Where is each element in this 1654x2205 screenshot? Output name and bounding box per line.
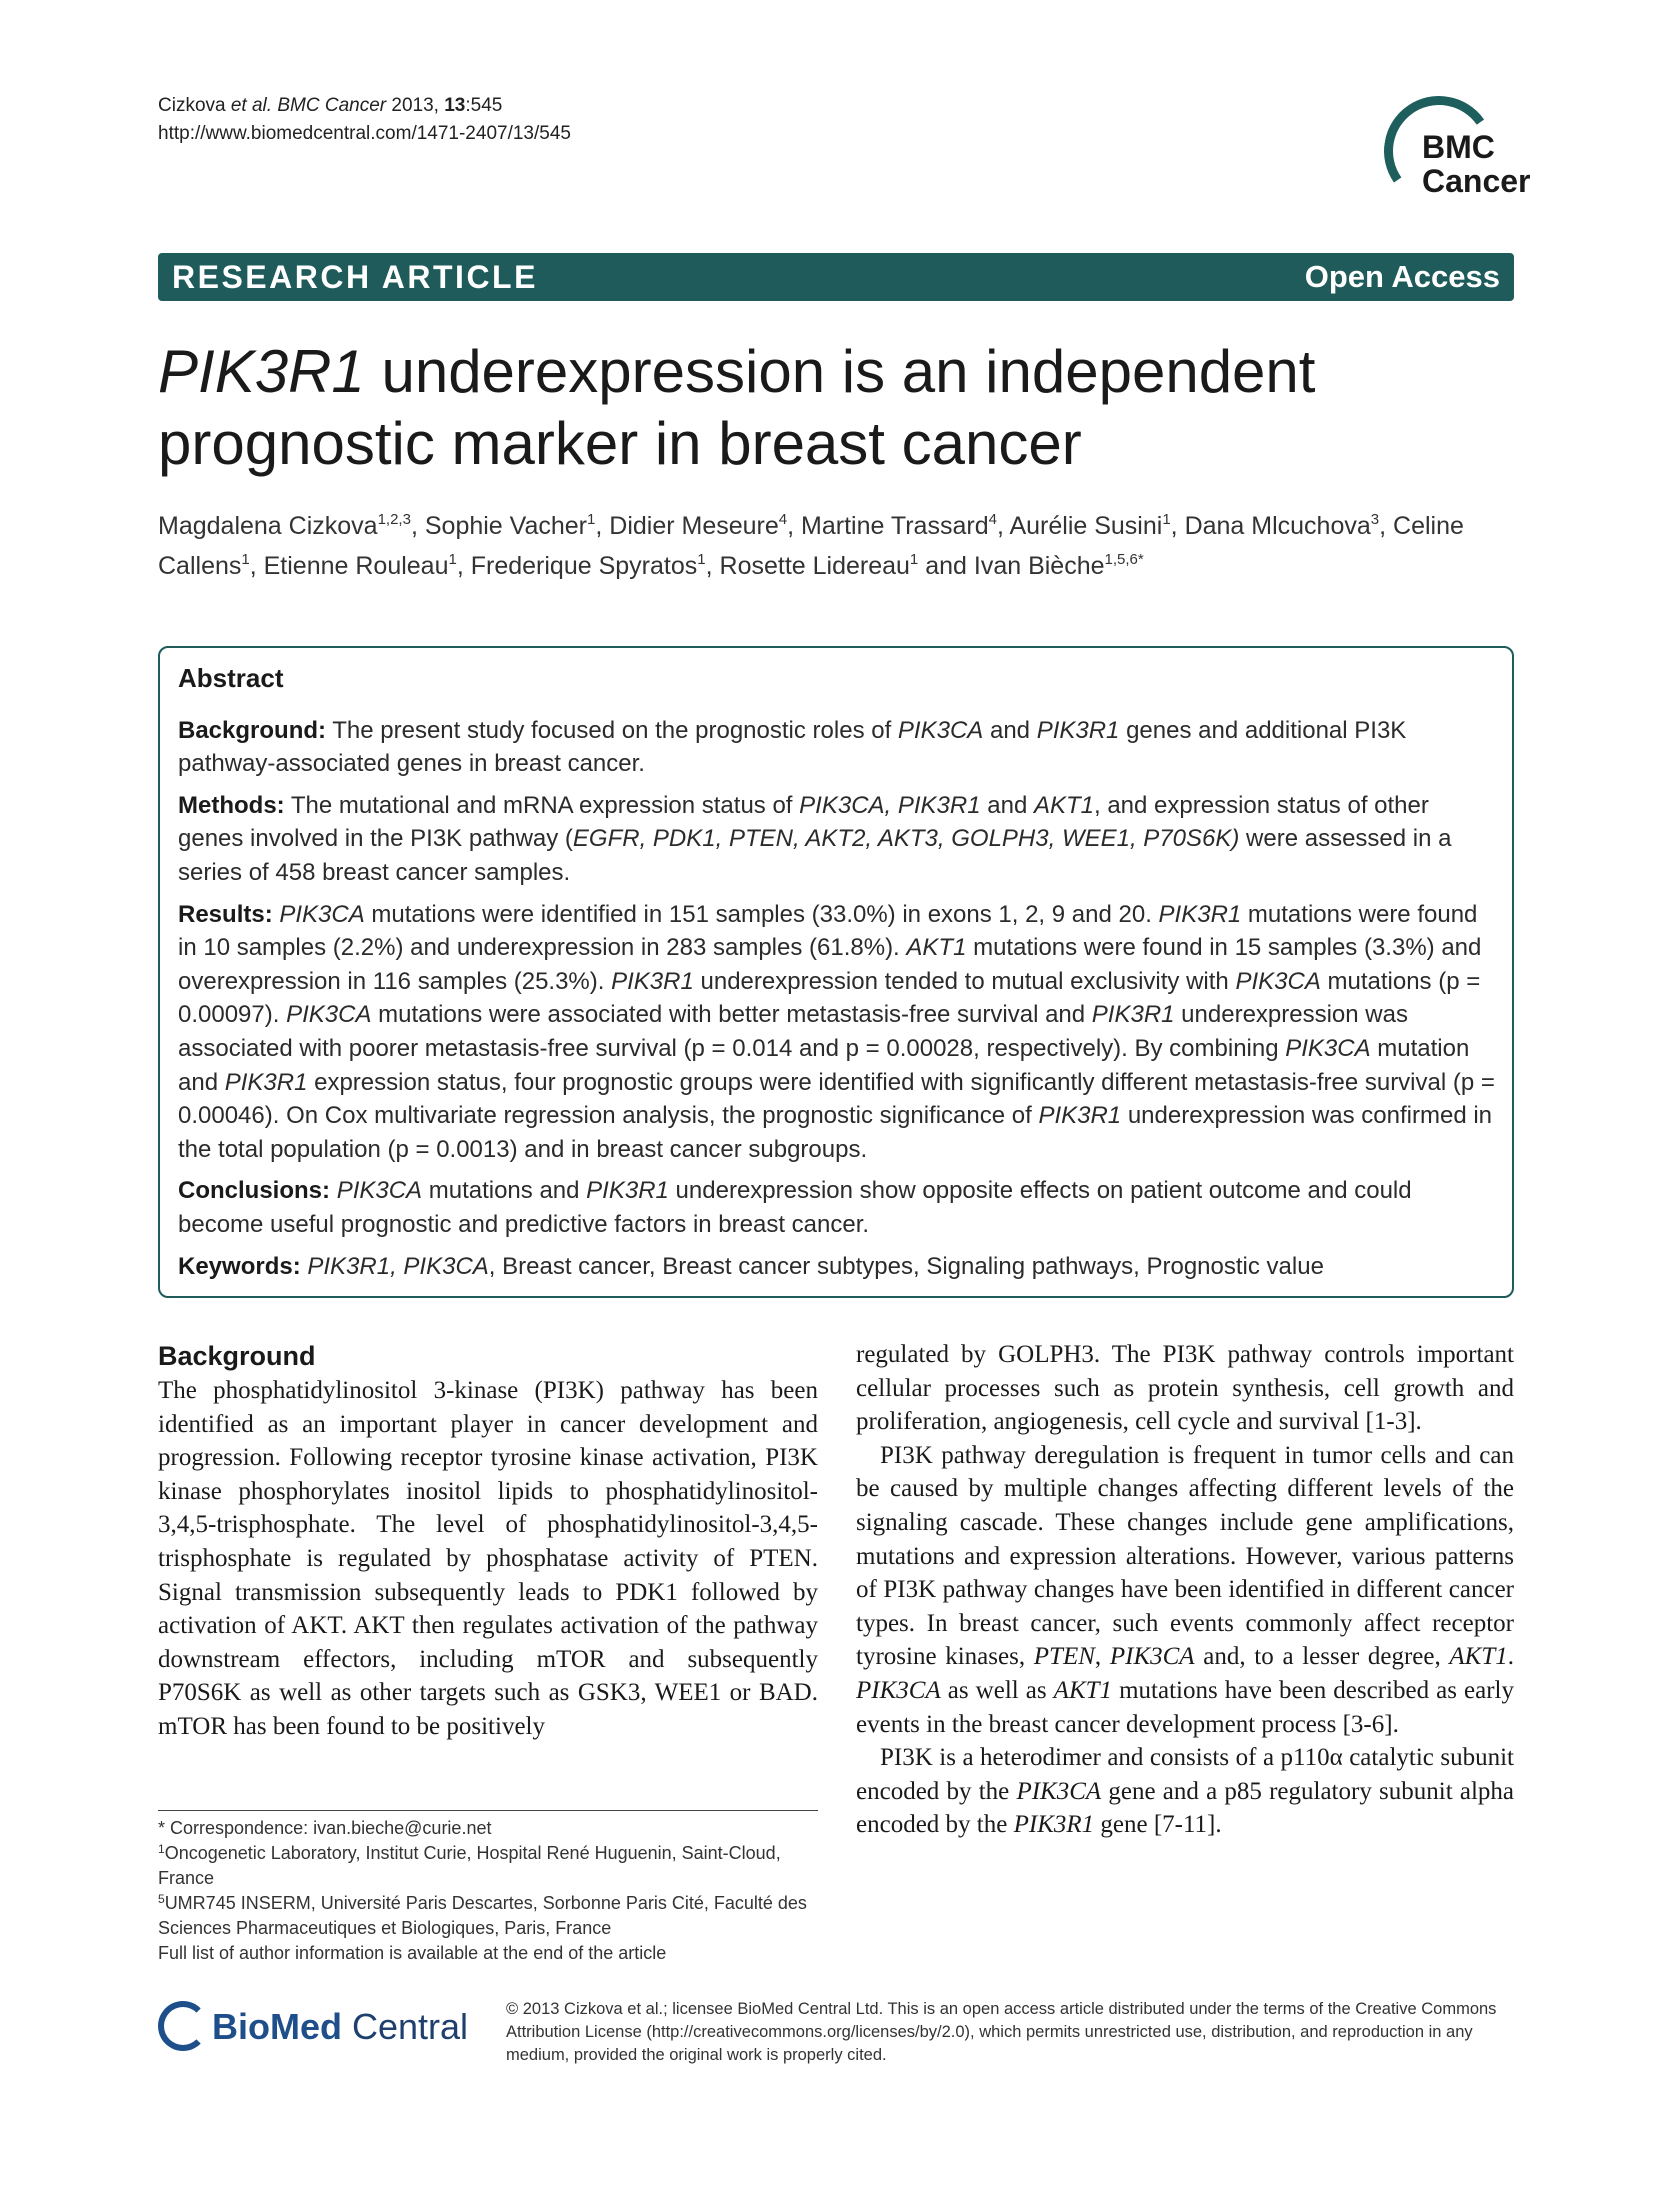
- author-name: Frederique Spyratos$^1$: [470, 551, 706, 580]
- body-paragraph: PI3K pathway deregulation is frequent in tumor cells and can be caused by multiple changes affecting different levels of the signaling cascade. These changes include gene amplifications, mutations and expression alterations. However, various patterns of PI3K pathway changes have been identified in different cancer types. In breast cancer, such events commonly affect receptor tyrosine kinases, PTEN, PIK3CA and, to a lesser degree, AKT1. PIK3CA as well as AKT1 mutations have been described as early events in the breast cancer development process [3-6].: [856, 1441, 1515, 1738]
- author-info-note: Full list of author information is available at the end of the article: [158, 1943, 667, 1963]
- abstract-heading: Abstract: [178, 663, 284, 693]
- correspondence-note: * Correspondence: ivan.bieche@curie.net: [158, 1818, 492, 1838]
- section-heading-background: Background: [158, 1341, 316, 1371]
- article-type-banner: [158, 253, 1514, 301]
- abstract-keywords: Keywords: PIK3R1, PIK3CA, Breast cancer, Breast cancer subtypes, Signaling pathways, Prognostic value: [178, 1252, 1324, 1280]
- author-name: Ivan Bièche$^{1,5,6*}$: [973, 551, 1144, 580]
- footnotes: [158, 1816, 818, 1966]
- author-name: Aurélie Susini$^1$: [1009, 511, 1171, 540]
- body-paragraph: The phosphatidylinositol 3-kinase (PI3K) pathway has been identified as an important player in cancer development and progression. Following receptor tyrosine kinase activation, PI3K kinase phosphorylates inositol lipids to phosphatidylinositol-3,4,5-trisphosphate. The level of phosphatidylinositol-3,4,5-trisphosphate is regulated by phosphatase activity of PTEN. Signal transmission subsequently leads to PDK1 followed by activation of AKT. AKT then regulates activation of the pathway downstream effectors, including mTOR and subsequently P70S6K as well as other targets such as GSK3, WEE1 or BAD. mTOR has been found to be positively: [158, 1377, 818, 1740]
- article-type-label: RESEARCH ARTICLE: [172, 259, 538, 295]
- citation-line-1: Cizkova et al. BMC Cancer 2013, 13:545: [158, 95, 503, 116]
- open-access-label: Open Access: [1304, 259, 1500, 294]
- abstract-results: Results: PIK3CA mutations were identified in 151 samples (33.0%) in exons 1, 2, 9 and 20. PIK3R1 mutations were found in 10 samples (2.2%) and underexpression in 283 samples (61.8%). AKT1 mutations were found in 15 samples (3.3%) and overexpression in 116 samples (25.3%). PIK3R1 underexpression tended to mutual exclusivity with PIK3CA mutations (p = 0.00097). PIK3CA mutations were associated with better metastasis-free survival and PIK3R1 underexpression was associated with poorer metastasis-free survival (p = 0.014 and p = 0.00028, respectively). By combining PIK3CA mutation and PIK3R1 expression status, four prognostic groups were identified with significantly different metastasis-free survival (p = 0.00046). On Cox multivariate regression analysis, the prognostic significance of PIK3R1 underexpression was confirmed in the total population (p = 0.0013) and in breast cancer subgroups.: [178, 900, 1495, 1163]
- abstract-background: Background: The present study focused on the prognostic roles of PIK3CA and PIK3R1 genes and additional PI3K pathway-associated genes in breast cancer.: [178, 716, 1407, 778]
- article-title: PIK3R1 underexpression is an independent prognostic marker in breast cancer: [158, 338, 1316, 477]
- author-name: Sophie Vacher$^1$: [424, 511, 596, 540]
- affiliation-1: $^1$Oncogenetic Laboratory, Institut Curie, Hospital René Huguenin, Saint-Cloud, France: [158, 1842, 781, 1888]
- author-name: Dana Mlcuchova$^3$: [1184, 511, 1380, 540]
- biomed-central-logo: BioMed Central: [158, 1997, 478, 2057]
- abstract-box: [158, 646, 1514, 1298]
- citation-header: [158, 92, 571, 148]
- author-name: Rosette Lidereau$^1$: [719, 551, 919, 580]
- affiliation-5: $^5$UMR745 INSERM, Université Paris Descartes, Sorbonne Paris Cité, Faculté des Sciences Pharmaceutiques et Biologiques, Paris, France: [158, 1892, 807, 1938]
- abstract-conclusions: Conclusions: PIK3CA mutations and PIK3R1 underexpression show opposite effects on patient outcome and could become useful prognostic and predictive factors in breast cancer.: [178, 1177, 1412, 1238]
- body-right-column: [856, 1338, 1514, 1842]
- footnote-divider: [158, 1810, 818, 1811]
- author-name: Etienne Rouleau$^1$: [263, 551, 457, 580]
- body-left-column: [158, 1338, 818, 1744]
- biomed-ring-icon: [158, 2001, 208, 2051]
- license-text: © 2013 Cizkova et al.; licensee BioMed Central Ltd. This is an open access article distributed under the terms of the Creative Commons Attribution License (http://creativecommons.org/licenses/by/2.0), which permits unrestricted use, distribution, and reproduction in any medium, provided the original work is properly cited.: [506, 2000, 1497, 2064]
- author-name: Magdalena Cizkova$^{1,2,3}$: [158, 511, 411, 540]
- logo-text-bmc: BMC: [1422, 129, 1495, 165]
- abstract-methods: Methods: The mutational and mRNA expression status of PIK3CA, PIK3R1 and AKT1, and expression status of other genes involved in the PI3K pathway (EGFR, PDK1, PTEN, AKT2, AKT3, GOLPH3, WEE1, P70S6K) were assessed in a series of 458 breast cancer samples.: [178, 791, 1452, 886]
- author-name: Celine Callens$^1$: [158, 512, 1464, 580]
- bmc-cancer-logo: [1378, 96, 1531, 206]
- author-name: Didier Meseure$^4$: [609, 511, 788, 540]
- body-paragraph: regulated by GOLPH3. The PI3K pathway controls important cellular processes such as protein synthesis, cell growth and proliferation, angiogenesis, cell cycle and survival [1-3].: [856, 1341, 1514, 1436]
- logo-text-cancer: Cancer: [1422, 163, 1531, 199]
- body-paragraph: PI3K is a heterodimer and consists of a p110α catalytic subunit encoded by the PIK3CA gene and a p85 regulatory subunit alpha encoded by the PIK3R1 gene [7-11].: [856, 1744, 1514, 1839]
- author-name: Martine Trassard$^4$: [801, 511, 997, 540]
- citation-url[interactable]: http://www.biomedcentral.com/1471-2407/13/545: [158, 123, 571, 144]
- author-list: Magdalena Cizkova$^{1,2,3}$, Sophie Vacher$^1$, Didier Meseure$^4$, Martine Trassard$^4$, Aurélie Susini$^1$, Dana Mlcuchova$^3$, Celine Callens$^1$, Etienne Rouleau$^1$, Frederique Spyratos$^1$, Rosette Lidereau$^1$ and Ivan Bièche$^{1,5,6*}$: [158, 511, 1464, 580]
